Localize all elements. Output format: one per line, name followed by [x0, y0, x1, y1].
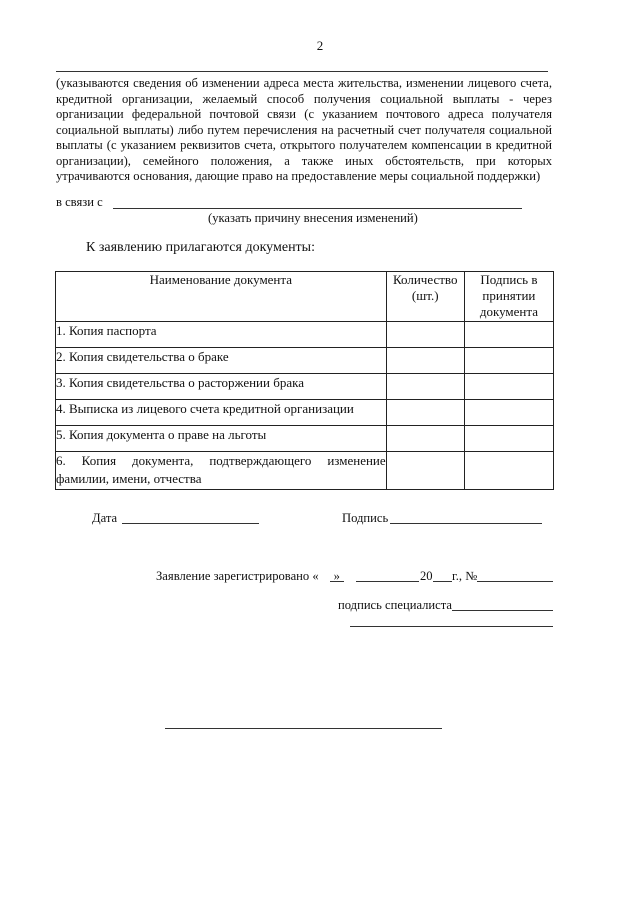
document-name: 1. Копия паспорта — [56, 322, 387, 348]
registered-number-label: г., № — [452, 569, 478, 583]
registered-quote-close: » — [333, 569, 340, 583]
quantity-cell — [386, 400, 464, 426]
reason-hint: (указать причину внесения изменений) — [208, 211, 418, 225]
table-row — [56, 322, 554, 348]
header-document-name: Наименование документа — [56, 272, 387, 322]
signature-cell — [464, 426, 553, 452]
reason-field-line — [113, 208, 522, 209]
specialist-signature-line — [452, 610, 553, 611]
bottom-rule — [165, 728, 442, 729]
change-info-line — [56, 71, 548, 72]
quantity-cell — [386, 452, 464, 490]
specialist-name-line — [350, 626, 553, 627]
signature-cell — [464, 400, 553, 426]
table-row — [56, 452, 554, 490]
page-number: 2 — [316, 38, 324, 53]
specialist-signature-label: подпись специалиста — [338, 598, 453, 612]
document-name: 2. Копия свидетельства о браке — [56, 348, 387, 374]
table-row — [56, 426, 554, 452]
quantity-cell — [386, 374, 464, 400]
quantity-cell — [386, 348, 464, 374]
quantity-cell — [386, 322, 464, 348]
change-note: (указываются сведения об изменении адреса места жительства, изменении лицевого счета, кредитной организации, желаемый способ получения социальной выплаты - через организации федеральной почтовой связи (с указанием почтового адреса получателя социальной выплаты) либо путем перечисления на расчетный счет получателя социальной выплаты (с указанием реквизитов счета, открытого получателем компенсации в кредитной организации), семейного положения, а также иных обстоятельств, при которых утрачиваются основания, дающие право на предоставление меры социальной поддержки) — [56, 76, 552, 183]
header-quantity: Количество (шт.) — [386, 272, 464, 322]
date-field-line — [122, 523, 259, 524]
signature-field-line — [390, 523, 542, 524]
registered-number-line — [477, 581, 553, 582]
signature-label: Подпись — [342, 511, 389, 525]
registered-label — [156, 569, 340, 584]
reason-label: в связи с — [56, 195, 103, 209]
signature-cell — [464, 452, 553, 490]
registered-year-line — [433, 581, 452, 582]
attachments-title: К заявлению прилагаются документы: — [86, 240, 315, 255]
registered-label-text: Заявление зарегистрировано « — [156, 569, 319, 583]
signature-cell — [464, 374, 553, 400]
table-row — [56, 348, 554, 374]
registered-day-line — [330, 581, 344, 582]
date-label: Дата — [92, 511, 118, 525]
quantity-cell — [386, 426, 464, 452]
document-name: 3. Копия свидетельства о расторжении брака — [56, 374, 387, 400]
documents-table — [55, 271, 554, 490]
table-header-row — [56, 272, 554, 322]
signature-cell — [464, 322, 553, 348]
document-name: 5. Копия документа о праве на льготы — [56, 426, 387, 452]
registered-month-line — [356, 581, 419, 582]
header-signature: Подпись в принятии документа — [464, 272, 553, 322]
document-name: 4. Выписка из лицевого счета кредитной организации — [56, 400, 387, 426]
table-row — [56, 400, 554, 426]
table-row — [56, 374, 554, 400]
signature-cell — [464, 348, 553, 374]
document-name: 6. Копия документа, подтверждающего изменение фамилии, имени, отчества — [56, 452, 387, 490]
registered-year-label: 20 — [420, 569, 433, 583]
